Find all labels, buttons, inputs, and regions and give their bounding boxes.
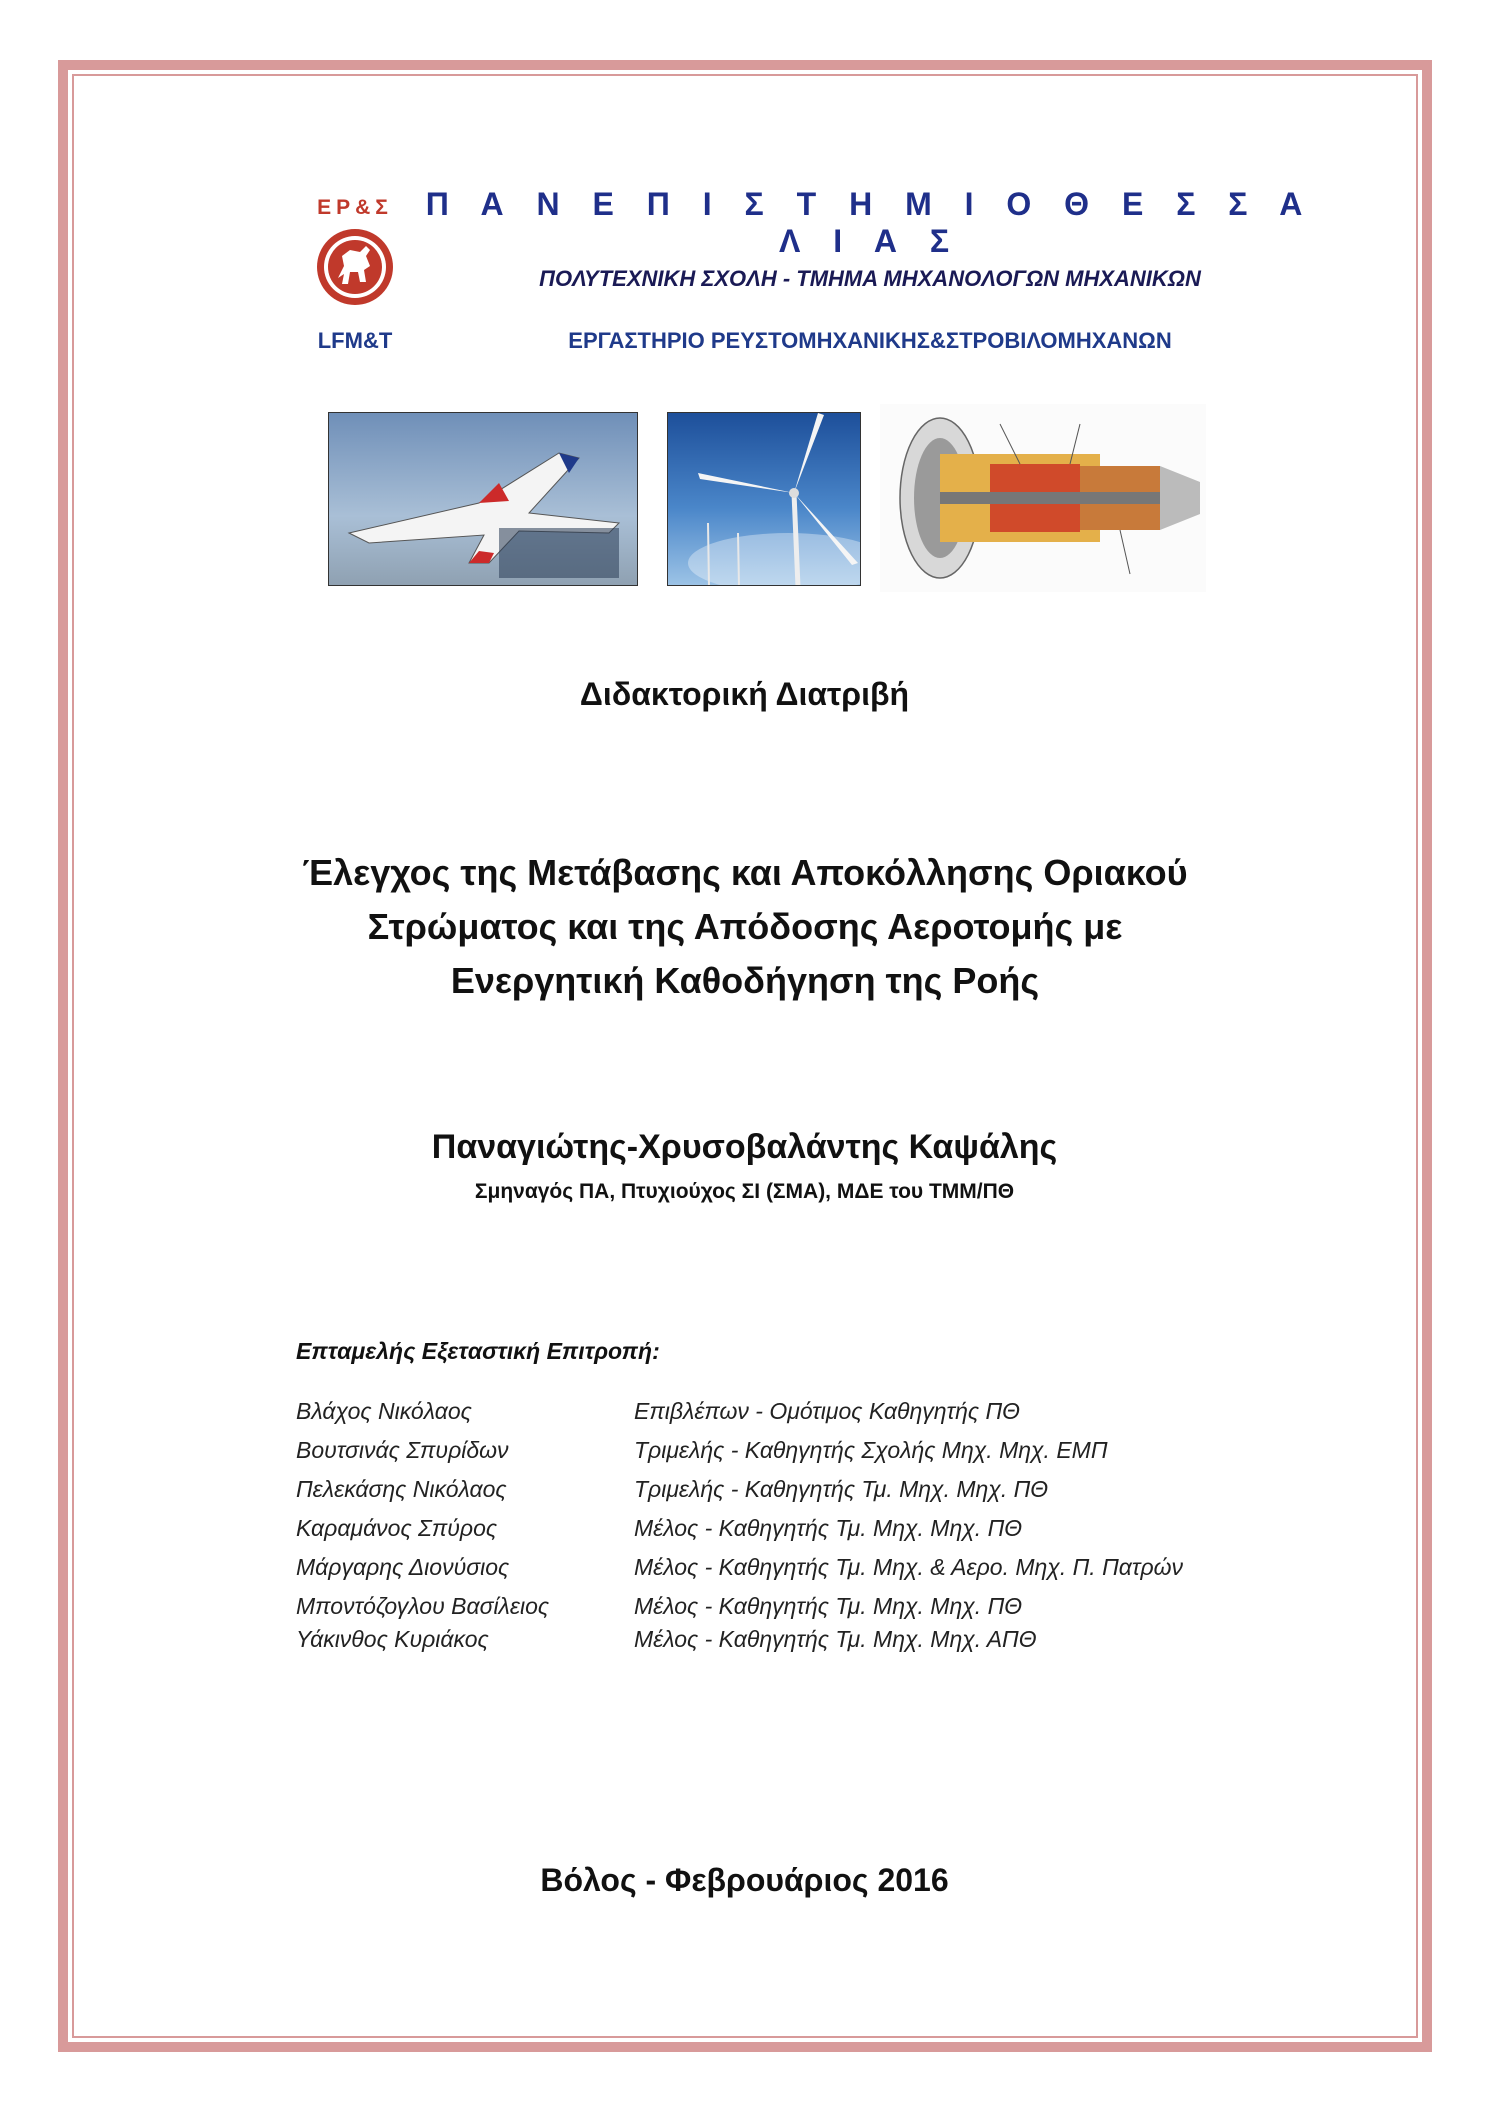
title-line: Ενεργητική Καθοδήγηση της Ροής [450, 960, 1040, 1001]
author-name: Παναγιώτης-Χρυσοβαλάντης Καψάλης [431, 1128, 1058, 1166]
author-rank: Σμηναγός ΠΑ, Πτυχιούχος ΣΙ (ΣΜΑ), ΜΔΕ του ΤΜΜ/ΠΘ [474, 1180, 1015, 1203]
member-role: Μέλος - Καθηγητής Τμ. Μηχ. Μηχ. ΠΘ [634, 1593, 1023, 1619]
member-name: Υάκινθος Κυριάκος [296, 1626, 489, 1652]
member-role: Τριμελής - Καθηγητής Σχολής Μηχ. Μηχ. ΕΜΠ [634, 1437, 1108, 1463]
committee-member [296, 1626, 1296, 1660]
committee-member [296, 1437, 1296, 1471]
member-role: Μέλος - Καθηγητής Τμ. Μηχ. Μηχ. ΠΘ [634, 1515, 1023, 1541]
member-name: Μάργαρης Διονύσιος [296, 1554, 510, 1580]
committee-member [296, 1476, 1296, 1510]
turbofan-engine-diagram [880, 404, 1206, 592]
lab-abbrev-greek: ΕΡ&Σ [317, 196, 393, 219]
lab-abbrev-latin: LFM&T [317, 328, 393, 353]
committee-member [296, 1398, 1296, 1432]
member-name: Καραμάνος Σπύρος [296, 1515, 498, 1541]
title-line: Έλεγχος της Μετάβασης και Αποκόλλησης Οριακού [302, 852, 1188, 893]
committee-heading: Επταμελής Εξεταστική Επιτροπή: [296, 1338, 660, 1364]
member-name: Μποντόζογλου Βασίλειος [296, 1593, 550, 1619]
member-role: Μέλος - Καθηγητής Τμ. Μηχ. & Αερο. Μηχ. Π. Πατρών [634, 1554, 1184, 1580]
member-name: Βλάχος Νικόλαος [296, 1398, 472, 1424]
member-name: Βουτσινάς Σπυρίδων [296, 1437, 509, 1463]
title-line: Στρώματος και της Απόδοσης Αεροτομής με [367, 906, 1123, 947]
member-role: Μέλος - Καθηγητής Τμ. Μηχ. Μηχ. ΑΠΘ [634, 1626, 1037, 1652]
aircraft-photo [328, 412, 638, 586]
university-name: Π Α Ν Ε Π Ι Σ Τ Η Μ Ι Ο Θ Ε Σ Σ Α Λ Ι Α Σ [425, 186, 1315, 259]
committee-member [296, 1515, 1296, 1549]
place-date: Βόλος - Φεβρουάριος 2016 [540, 1862, 949, 1898]
thesis-title [160, 846, 1330, 1008]
committee-member [296, 1593, 1296, 1627]
member-name: Πελεκάσης Νικόλαος [296, 1476, 507, 1502]
document-type: Διδακτορική Διατριβή [579, 676, 910, 712]
wind-turbine-photo [667, 412, 861, 586]
page-border-inner [72, 74, 1418, 2038]
committee-member [296, 1554, 1296, 1588]
school-name: ΠΟΛΥΤΕΧΝΙΚΗ ΣΧΟΛΗ - ΤΜΗΜΑ ΜΗΧΑΝΟΛΟΓΩΝ ΜΗΧΑΝΙΚΩΝ [539, 266, 1201, 291]
member-role: Τριμελής - Καθηγητής Τμ. Μηχ. Μηχ. ΠΘ [634, 1476, 1049, 1502]
university-logo-icon [314, 226, 396, 308]
member-role: Επιβλέπων - Ομότιμος Καθηγητής ΠΘ [634, 1398, 1021, 1424]
laboratory-name: ΕΡΓΑΣΤΗΡΙΟ ΡΕΥΣΤΟΜΗΧΑΝΙΚΗΣ&ΣΤΡΟΒΙΛΟΜΗΧΑΝΩΝ [568, 328, 1172, 353]
